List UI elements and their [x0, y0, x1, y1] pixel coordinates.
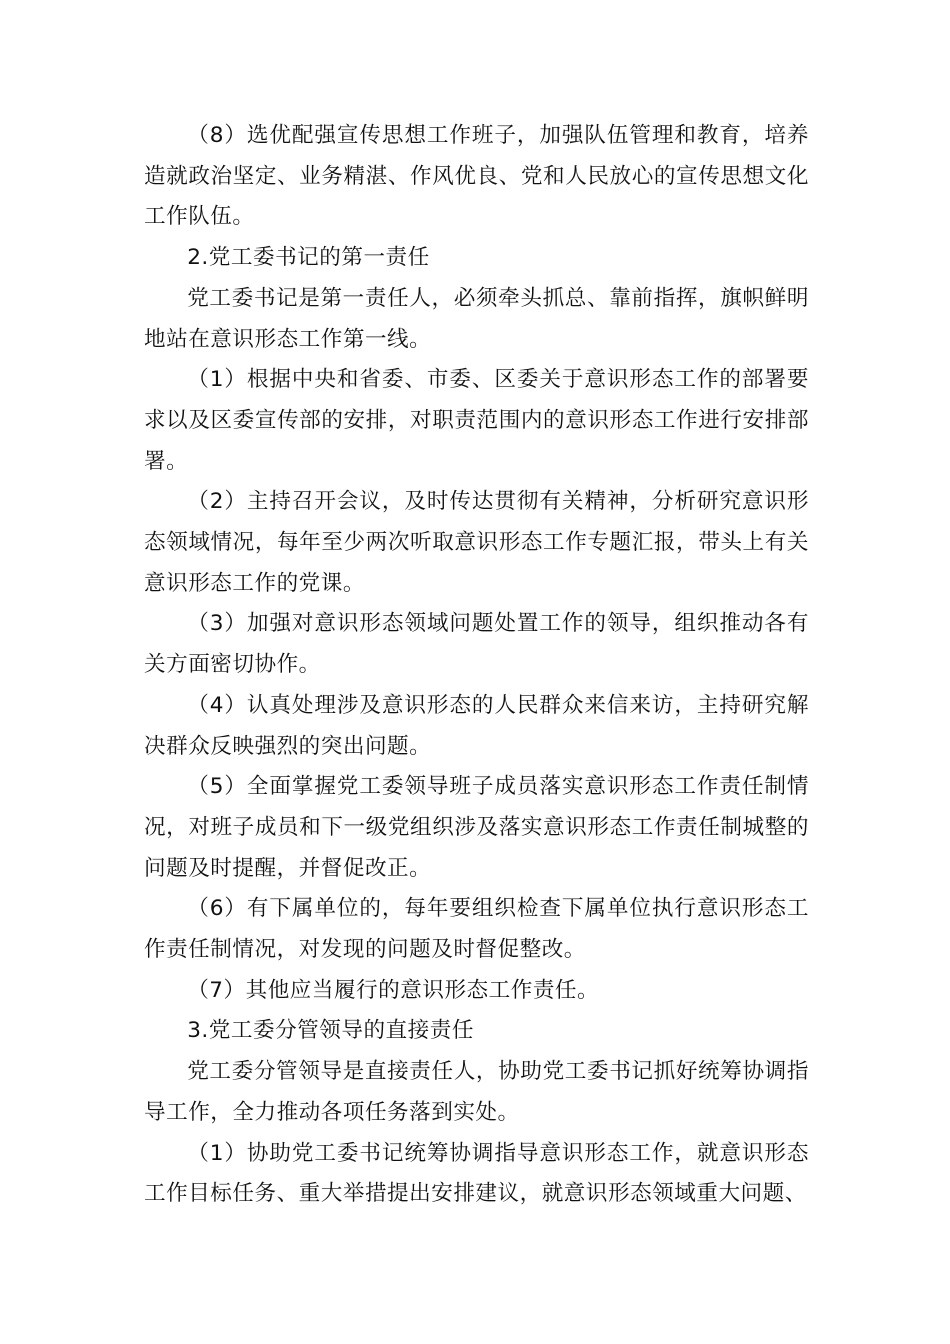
- paragraph-item-8: （8）选优配强宣传思想工作班子，加强队伍管理和教育，培养造就政治坚定、业务精湛、作风优良、党和人民放心的宣传思想文化工作队伍。: [144, 123, 809, 230]
- paragraph-item-6: （6）有下属单位的，每年要组织检查下属单位执行意识形态工作责任制情况，对发现的问题及时督促整改。: [144, 896, 809, 963]
- paragraph-item-5: （5）全面掌握党工委领导班子成员落实意识形态工作责任制情况，对班子成员和下一级党组织涉及落实意识形态工作责任制城整的问题及时提醒，并督促改正。: [144, 774, 809, 881]
- paragraph-item-7: （7）其他应当履行的意识形态工作责任。: [187, 977, 600, 1003]
- paragraph-item-4: （4）认真处理涉及意识形态的人民群众来信来访，主持研究解决群众反映强烈的突出问题。: [144, 692, 809, 759]
- paragraph-item-3: （3）加强对意识形态领域问题处置工作的领导，组织推动各有关方面密切协作。: [144, 611, 809, 678]
- paragraph-item-1: （1）根据中央和省委、市委、区委关于意识形态工作的部署要求以及区委宣传部的安排，对职责范围内的意识形态工作进行安排部署。: [144, 367, 809, 474]
- section-heading-party-secretary: 2.党工委书记的第一责任: [187, 245, 430, 271]
- paragraph-leader-item-1: （1）协助党工委书记统筹协调指导意识形态工作，就意识形态工作目标任务、重大举措提出安排建议，就意识形态领域重大问题、: [144, 1140, 809, 1207]
- paragraph-secretary-intro: 党工委书记是第一责任人，必须牵头抓总、靠前指挥，旗帜鲜明地站在意识形态工作第一线。: [144, 285, 809, 352]
- section-heading-leader-in-charge: 3.党工委分管领导的直接责任: [187, 1018, 474, 1044]
- paragraph-item-2: （2）主持召开会议，及时传达贯彻有关精神，分析研究意识形态领域情况，每年至少两次听取意识形态工作专题汇报，带头上有关意识形态工作的党课。: [144, 489, 809, 596]
- document-body: [144, 116, 809, 1215]
- paragraph-leader-intro: 党工委分管领导是直接责任人，协助党工委书记抓好统筹协调指导工作，全力推动各项任务落到实处。: [144, 1059, 809, 1125]
